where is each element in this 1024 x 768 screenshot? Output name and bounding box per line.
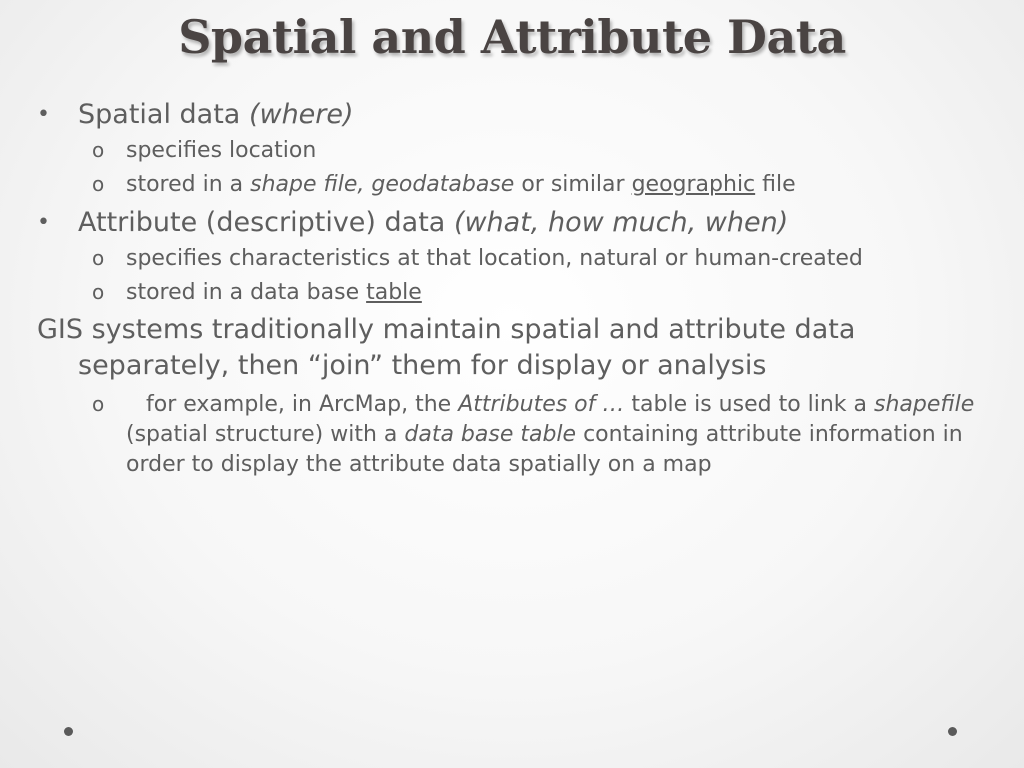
- sub-bullet-circle-icon: o: [92, 392, 105, 416]
- example-emphasis: data base table: [404, 422, 577, 447]
- sub-bullet-circle-icon: o: [92, 280, 105, 304]
- bullet-dot-icon: •: [37, 102, 50, 127]
- sub-bullet-stored-shape-file: [0, 170, 1024, 200]
- bullet-emphasis: (where): [248, 99, 354, 130]
- bullet-text: Spatial data: [78, 99, 249, 130]
- sub-bullet-text: specifies characteristics at that location, natural or human-created: [126, 246, 863, 271]
- sub-bullet-text: stored in a data base: [126, 280, 367, 305]
- sub-bullet-circle-icon: o: [92, 138, 105, 162]
- sub-bullet-text: stored in a: [126, 172, 251, 197]
- sub-bullet-stored-table: [0, 278, 1024, 308]
- gis-paragraph: GIS systems traditionally maintain spatial and attribute data separately, then “join” them for display or analysis: [37, 314, 856, 381]
- sub-bullet-specifies-location: [0, 136, 1024, 166]
- example-text: for example, in ArcMap, the: [146, 392, 459, 417]
- slide-content: [0, 96, 1024, 484]
- corner-dot-icon: [64, 727, 73, 736]
- bullet-dot-icon: •: [37, 210, 50, 235]
- sub-bullet-emphasis: shape file, geodatabase: [250, 172, 515, 197]
- sub-bullet-specifies-characteristics: [0, 244, 1024, 274]
- sub-bullet-text: specifies location: [126, 138, 317, 163]
- example-text: (spatial structure) with a: [126, 422, 405, 447]
- bullet-text: Attribute (descriptive) data: [78, 207, 454, 238]
- example-emphasis: Attributes of …: [458, 392, 625, 417]
- sub-bullet-text: or similar: [514, 172, 632, 197]
- example-emphasis: shapefile: [874, 392, 975, 417]
- geographic-link[interactable]: geographic: [631, 172, 756, 197]
- example-text: containing attribute information in order to display the attribute data spatially on a map: [126, 422, 963, 477]
- bullet-spatial-data: [0, 96, 1024, 133]
- bullet-emphasis: (what, how much, when): [453, 207, 789, 238]
- table-link[interactable]: table: [366, 280, 422, 305]
- slide-title: Spatial and Attribute Data: [178, 10, 846, 64]
- bullet-attribute-data: [0, 204, 1024, 241]
- sub-bullet-circle-icon: o: [92, 172, 105, 196]
- sub-bullet-arcmap-example: [0, 390, 1024, 480]
- sub-bullet-circle-icon: o: [92, 246, 105, 270]
- example-text: table is used to link a: [624, 392, 875, 417]
- sub-bullet-text: file: [755, 172, 796, 197]
- corner-dot-icon: [948, 727, 957, 736]
